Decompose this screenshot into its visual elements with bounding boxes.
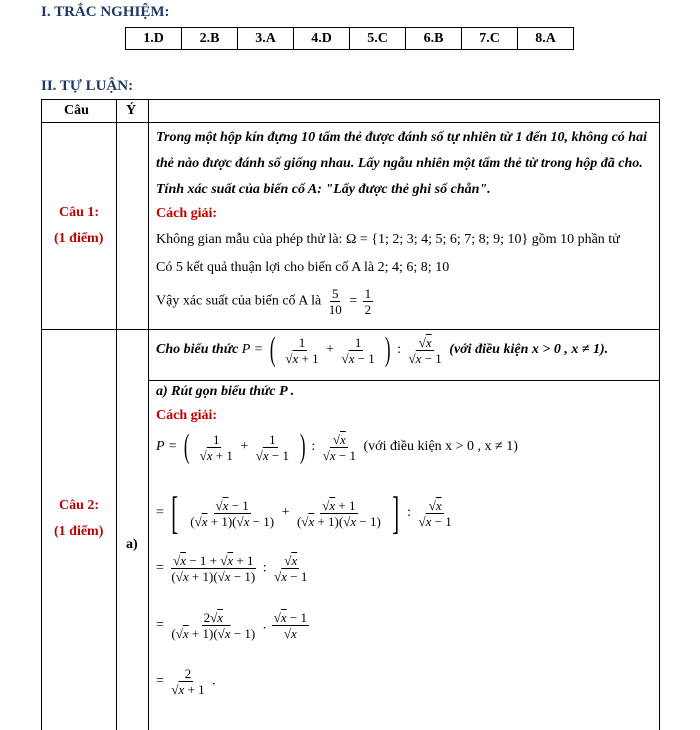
answer-table (125, 27, 574, 50)
q1-line-3: Vậy xác suất của biến cố A là $\frac{5}{10}$ = $\frac{1}{2}$ (156, 286, 372, 317)
q2-points: (1 điểm) (54, 524, 104, 539)
q1-prompt-1: Trong một hộp kín đựng 10 tấm thẻ được đánh số tự nhiên từ 1 đến 10, không có hai (156, 130, 647, 145)
part-a-title: a) Rút gọn biểu thức P . (156, 384, 295, 399)
answer-cell: 1.D (126, 28, 182, 50)
omega-set: Ω = {1; 2; 3; 4; 5; 6; 7; 8; 9; 10} (345, 232, 529, 247)
fraction-num: 1 (364, 286, 372, 301)
q1-prompt-2: thẻ nào được đánh số giống nhau. Lấy ngẫu nhiên một tấm thẻ từ trong hộp đã cho. (156, 156, 643, 171)
step-2: = [ $\frac{√x - 1}{(√x + 1)(√x - 1)}$ + $\frac{√x + 1}{(√x + 1)(√x - 1)}$ ] : $\frac{√x}{√x - 1}$ (156, 487, 452, 538)
q1-solution-label: Cách giải: (156, 206, 218, 221)
part-a-label: a) (126, 537, 138, 552)
answer-cell: 7.C (462, 28, 518, 50)
step-3: = $\frac{√x - 1 + √x + 1}{(√x + 1)(√x - 1)}$ : $\frac{√x}{√x - 1}$ (156, 553, 308, 584)
answer-cell: 5.C (350, 28, 406, 50)
step-1: P = ( $\frac{1}{√x + 1}$ + $\frac{1}{√x - 1}$ ) : $\frac{√x}{√x - 1}$ (với điều kiện x > 0 , x ≠ 1) (156, 428, 518, 465)
q2-prompt-text: Cho biểu thức (156, 342, 239, 357)
answer-cell: 8.A (518, 28, 574, 50)
cond-plain: (với điều kiện x > 0 , x ≠ 1) (363, 439, 518, 454)
fraction-num: 5 (331, 286, 339, 301)
q2-solution-label: Cách giải: (156, 408, 218, 423)
q1-line-3-text: Vậy xác suất của biến cố A là (156, 293, 325, 309)
fraction-den: 10 (328, 302, 342, 317)
answer-cell: 6.B (406, 28, 462, 50)
fraction (327, 286, 344, 317)
header-y: Ý (126, 103, 137, 118)
q1-label: Câu 1: (59, 205, 100, 220)
q1-prompt-3: Tính xác suất của biến cố A: "Lấy được thẻ ghi số chẵn". (156, 182, 491, 197)
answer-cell: 2.B (182, 28, 238, 50)
section1-title: I. TRẮC NGHIỆM: (41, 4, 170, 20)
q1-line-1-text: Không gian mẫu của phép thử là: (156, 232, 346, 247)
step-5: = $\frac{2}{√x + 1}$ . (156, 666, 216, 697)
fraction (363, 286, 374, 317)
q1-line-2: Có 5 kết quả thuận lợi cho biến cố A là 2; 4; 6; 8; 10 (156, 260, 450, 275)
essay-table (41, 99, 660, 730)
q1-line-1-end: gồm 10 phần tử (528, 232, 620, 247)
q2-prompt: Cho biểu thức P = ( $\frac{1}{√x + 1}$ + $\frac{1}{√x - 1}$ ) : $\frac{√x}{√x - 1}$ (với điều kiện x > 0 , x ≠ 1). (156, 331, 609, 368)
q1-points: (1 điểm) (54, 231, 104, 246)
header-cau: Câu (64, 103, 89, 118)
step-4: = $\frac{2√x}{(√x + 1)(√x - 1)}$ . $\frac{√x - 1}{√x}$ (156, 610, 307, 641)
answer-cell: 4.D (294, 28, 350, 50)
q2-label: Câu 2: (59, 498, 100, 513)
fraction-den: 2 (364, 302, 372, 317)
q1-line-1 (156, 232, 620, 248)
section2-title: II. TỰ LUẬN: (41, 78, 134, 94)
answer-cell: 3.A (238, 28, 294, 50)
q2-condition: (với điều kiện x > 0 , x ≠ 1). (449, 342, 609, 357)
